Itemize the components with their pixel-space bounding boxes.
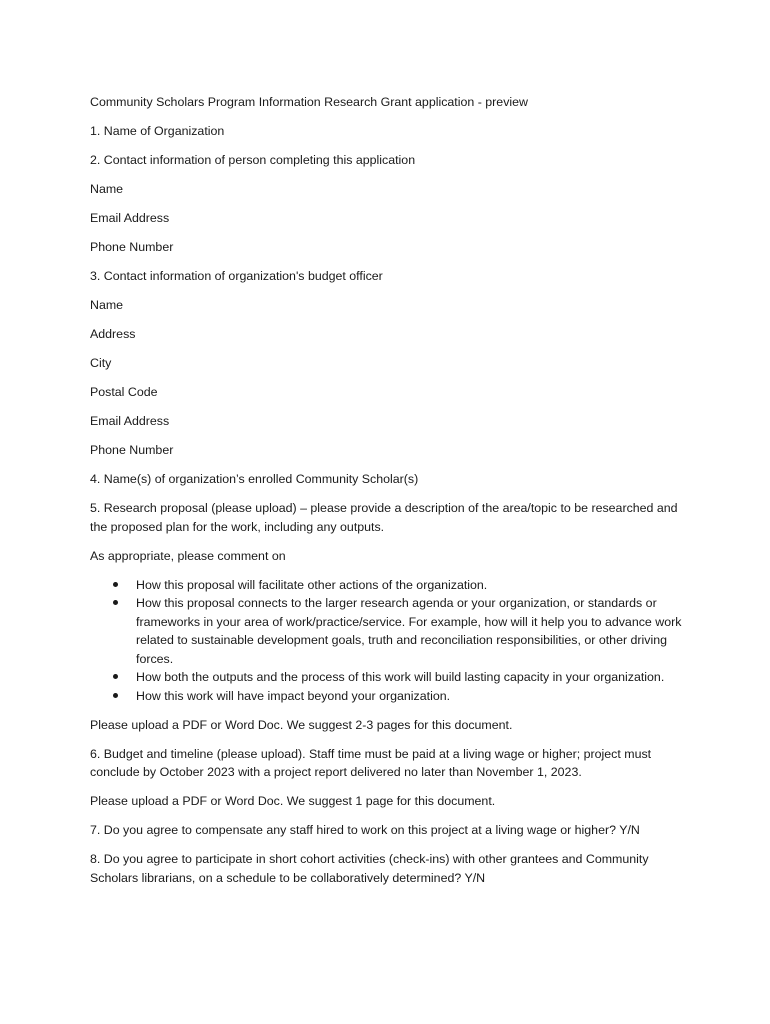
q2-field-name: Name [90, 182, 124, 196]
list-item-text: How this proposal connects to the larger research agenda or your organization, or standards or frameworks in your area of work/practice/service. For example, how will it help you to advance work related to sustainable development goals, truth and reconciliation responsibilities, or other driving forces. [136, 596, 682, 666]
q3-field-email: Email Address [90, 414, 170, 428]
bullet-icon [113, 674, 118, 679]
list-item-text: How this proposal will facilitate other actions of the organization. [136, 577, 488, 592]
q5-comment-intro: As appropriate, please comment on [90, 548, 286, 563]
question-8: 8. Do you agree to participate in short cohort activities (check-ins) with other grantees and Community Scholars librarians, on a schedule to be collaboratively determined? Y/N [90, 852, 649, 885]
document-title: Community Scholars Program Information Research Grant application - preview [90, 95, 528, 109]
question-2: 2. Contact information of person completing this application [90, 153, 416, 167]
q3-field-phone: Phone Number [90, 443, 174, 457]
q2-field-phone: Phone Number [90, 240, 174, 254]
list-item-text: How this work will have impact beyond your organization. [136, 688, 451, 703]
q3-field-address: Address [90, 327, 136, 341]
question-1: 1. Name of Organization [90, 124, 225, 138]
q5-upload-note: Please upload a PDF or Word Doc. We suggest 2-3 pages for this document. [90, 717, 513, 732]
bullet-icon [113, 582, 118, 587]
bullet-icon [113, 693, 118, 698]
list-item-text: How both the outputs and the process of this work will build lasting capacity in your organization. [136, 670, 665, 684]
q3-field-name: Name [90, 298, 124, 312]
bullet-icon [113, 600, 118, 605]
question-6: 6. Budget and timeline (please upload). Staff time must be paid at a living wage or higher; project must conclude by October 2023 with a project report delivered no later than November 1, 2023. [90, 746, 652, 779]
list-item [90, 594, 690, 668]
list-item [90, 576, 690, 595]
q2-field-email: Email Address [90, 211, 170, 225]
q3-field-city: City [90, 356, 112, 370]
question-4: 4. Name(s) of organization’s enrolled Community Scholar(s) [90, 472, 419, 486]
question-3: 3. Contact information of organization's budget officer [90, 269, 383, 283]
q3-field-postal-code: Postal Code [90, 385, 158, 399]
question-7: 7. Do you agree to compensate any staff hired to work on this project at a living wage or higher? Y/N [90, 823, 640, 837]
question-5: 5. Research proposal (please upload) – please provide a description of the area/topic to be researched and the proposed plan for the work, including any outputs. [90, 501, 678, 534]
q5-bullet-list [90, 576, 690, 706]
list-item [90, 668, 690, 687]
q6-upload-note: Please upload a PDF or Word Doc. We suggest 1 page for this document. [90, 794, 496, 808]
document-page [90, 93, 690, 898]
list-item [90, 687, 690, 706]
